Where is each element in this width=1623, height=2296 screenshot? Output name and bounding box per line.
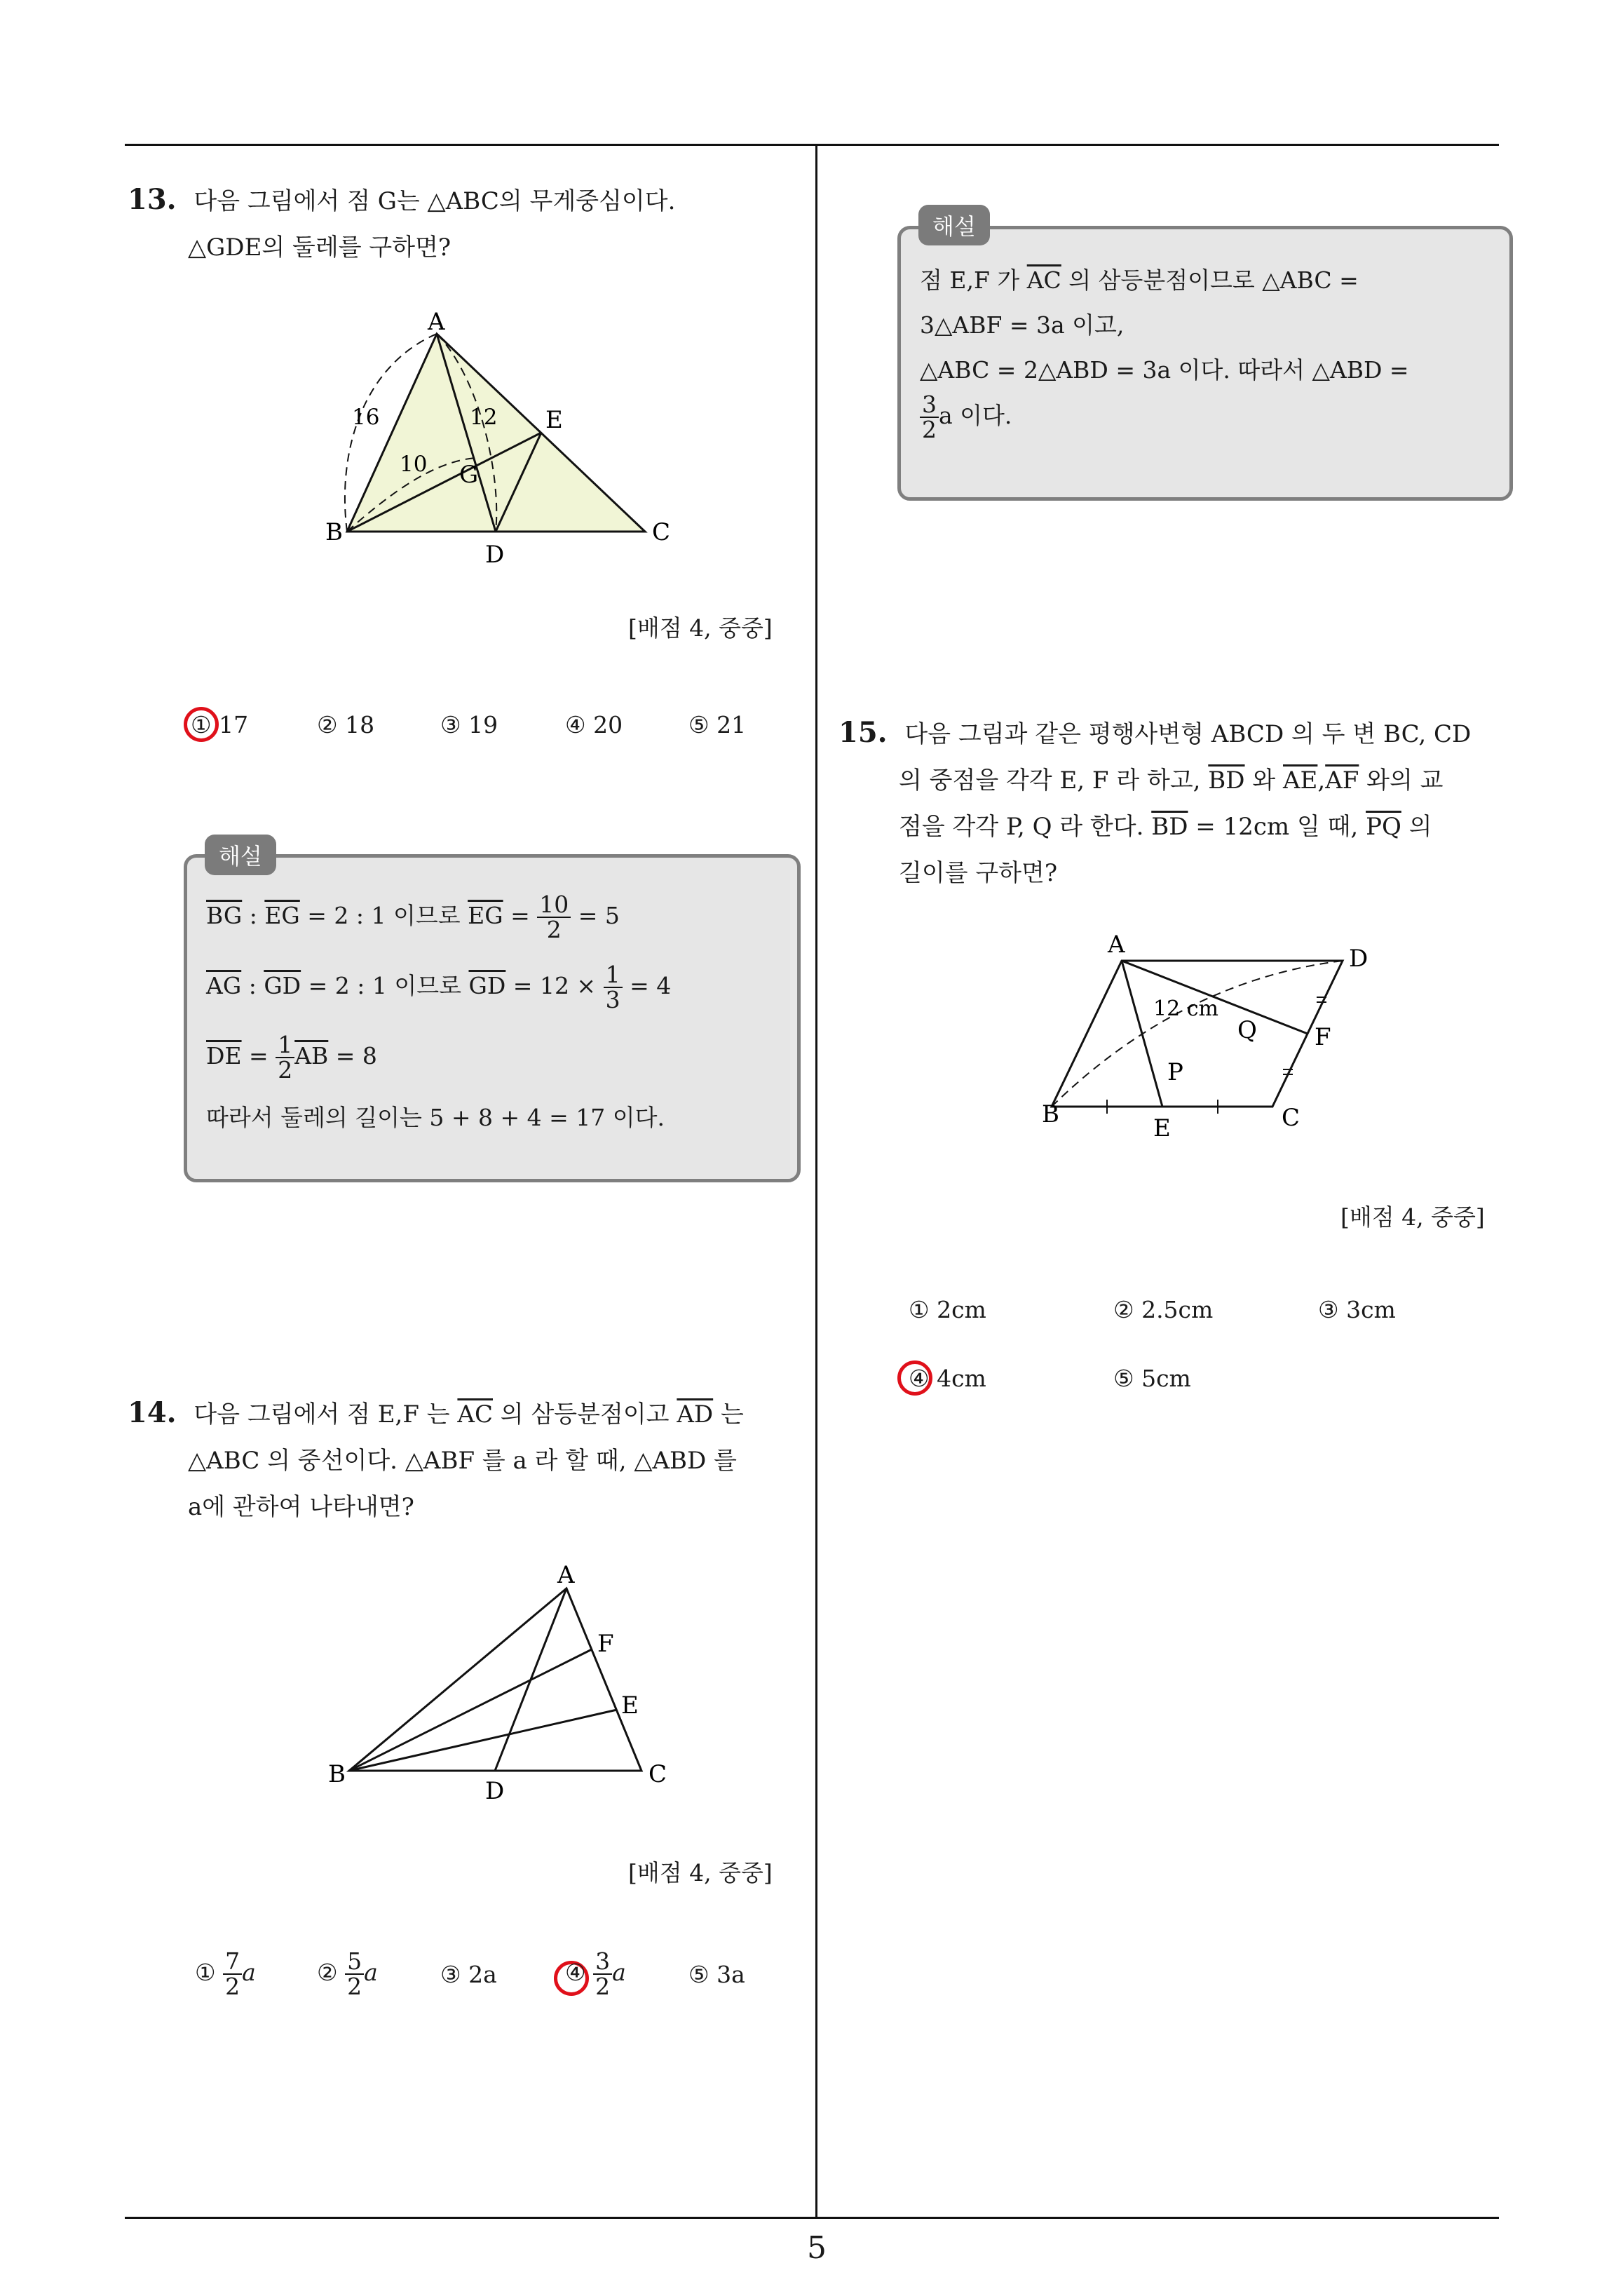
q14-line2: △ABC 의 중선이다. △ABF 를 a 라 할 때, △ABD 를	[188, 1447, 737, 1475]
q15-choice-4[interactable]: ④ 4cm	[909, 1365, 986, 1392]
q13-triangle	[347, 334, 645, 532]
q13-label-a: A	[428, 308, 445, 336]
q13-line1: 다음 그림에서 점 G는 △ABC의 무게중심이다.	[193, 187, 676, 215]
q14-choice-2[interactable]: ② $\frac{5}{2}$ a	[317, 1947, 378, 2000]
top-rule	[125, 144, 1499, 146]
q13-prompt	[128, 177, 801, 271]
q13-sol-row4: 따라서 둘레의 길이는 5 + 8 + 4 = 17 이다.	[206, 1104, 665, 1131]
q15-choice-5[interactable]: ⑤ 5cm	[1113, 1365, 1191, 1392]
q13-choice-3[interactable]: ③ 19	[440, 711, 498, 738]
q13-label-c: C	[652, 518, 671, 546]
q15-parallelogram	[1052, 961, 1343, 1107]
q15-label-e: E	[1153, 1114, 1171, 1142]
q14-choice-3[interactable]: ③ 2a	[440, 1961, 497, 1988]
q14-number: 14.	[128, 1396, 177, 1429]
q13-label-10: 10	[400, 452, 428, 477]
q15-label-d: D	[1349, 945, 1369, 973]
q13-line2: △GDE의 둘레를 구하면?	[188, 234, 451, 262]
q13-label-b: B	[325, 518, 343, 546]
q15-figure	[1042, 926, 1395, 1157]
q15-choice-3[interactable]: ③ 3cm	[1318, 1296, 1396, 1323]
q15-meta: [배점 4, 중중]	[1340, 1203, 1485, 1231]
q13-label-e: E	[545, 406, 563, 434]
q13-choice-5[interactable]: ⑤ 21	[688, 711, 747, 738]
q14-label-c: C	[648, 1760, 667, 1788]
q15-choice-1[interactable]: ① 2cm	[909, 1296, 986, 1323]
q13-label-d: D	[485, 541, 505, 569]
q13-sol-row2: $\overline{AG}$ : $\overline{GD} = 2$ : 1 이므로 $\overline{GD} = 12$ × $\frac{1}{3}$ = 4	[206, 961, 672, 1013]
q15-label-a: A	[1108, 931, 1125, 959]
q14-label-f: F	[597, 1630, 614, 1658]
q14-label-b: B	[328, 1760, 346, 1788]
q13-label-g: G	[459, 461, 479, 489]
q13-meta: [배점 4, 중중]	[628, 614, 773, 642]
q14-triangle	[349, 1588, 641, 1771]
q15-choice-2[interactable]: ② 2.5cm	[1113, 1296, 1214, 1323]
q14-choice-4[interactable]: ④ $\frac{3}{2}$ a	[565, 1947, 626, 2000]
q13-choice-1[interactable]: ① 17	[191, 711, 249, 738]
q14-sol-row2: 3△ABF = 3a 이고,	[920, 311, 1125, 339]
q15-label-f: F	[1315, 1023, 1331, 1051]
q15-label-q: Q	[1237, 1016, 1257, 1044]
q14-sol-row1: 점 E,F 가 $\overline{AC}$ 의 삼등분점이므로 △ABC =	[920, 266, 1359, 294]
q15-label-b: B	[1042, 1100, 1059, 1128]
q15-line1: 다음 그림과 같은 평행사변형 ABCD 의 두 변 BC, CD	[904, 720, 1472, 748]
q13-sol-row3: $\overline{DE}$ = $\frac{1}{2}$ $\overline{AB} = 8$	[206, 1031, 377, 1083]
q15-label-c: C	[1282, 1104, 1301, 1132]
q14-figure	[322, 1560, 687, 1806]
q13-sol-row1: $\overline{BG}$ : $\overline{EG} = 2$ : 1 이므로 $\overline{EG}$ = $\frac{10}{2}$ = 5	[206, 891, 620, 943]
q13-number: 13.	[128, 183, 177, 216]
q13-label-12: 12	[470, 405, 498, 430]
q14-line3: a에 관하여 나타내면?	[188, 1493, 414, 1521]
q14-label-a: A	[557, 1561, 575, 1589]
q14-segment-be	[349, 1710, 617, 1771]
q14-solution-badge: 해설	[918, 205, 990, 245]
q15-label-p: P	[1167, 1058, 1183, 1086]
q13-solution-text	[206, 881, 788, 1144]
q13-label-16: 16	[352, 405, 380, 430]
q14-meta: [배점 4, 중중]	[628, 1859, 773, 1886]
column-divider	[815, 144, 817, 2218]
bottom-rule	[125, 2217, 1499, 2219]
q15-line2: 의 중점을 각각 E, F 라 하고, $\overline{BD}$ 와 $\overline{AE},\overline{AF}$ 와의 교	[899, 767, 1444, 795]
q15-line4: 길이를 구하면?	[899, 859, 1058, 887]
page-number: 5	[807, 2230, 827, 2266]
q13-choice-4[interactable]: ④ 20	[565, 711, 623, 738]
q14-label-d: D	[485, 1777, 505, 1805]
q15-diagonal-bd	[1052, 961, 1343, 1107]
q15-prompt	[838, 710, 1512, 896]
q15-line3: 점을 각각 P, Q 라 한다. $\overline{BD} = 12cm$ 일 때, $\overline{PQ}$ 의	[899, 813, 1432, 841]
q15-number: 15.	[838, 716, 888, 749]
q13-choice-2[interactable]: ② 18	[317, 711, 375, 738]
q14-sol-row3: △ABC = 2△ABD = 3a 이다. 따라서 △ABD =	[920, 356, 1409, 384]
q14-choice-5[interactable]: ⑤ 3a	[688, 1961, 745, 1988]
q14-sol-row4: $\frac{3}{2}$ a 이다.	[920, 393, 1495, 442]
q14-label-e: E	[621, 1691, 639, 1720]
q15-label-length: 12 cm	[1153, 997, 1218, 1021]
q13-solution-badge: 해설	[205, 835, 276, 875]
q14-prompt: 14. 다음 그림에서 점 E,F 는 $\overline{AC}$ 의 삼등분점이고 $\overline{AD}$ 는 △ABC 의 중선이다. △ABF 를 a 라 할 때, △ABD 를 a에 관하여 나타내면?	[128, 1390, 815, 1530]
q14-choice-1[interactable]: ① $\frac{7}{2}$ a	[195, 1947, 256, 2000]
q14-solution-text	[920, 258, 1495, 442]
q13-figure	[322, 309, 687, 568]
